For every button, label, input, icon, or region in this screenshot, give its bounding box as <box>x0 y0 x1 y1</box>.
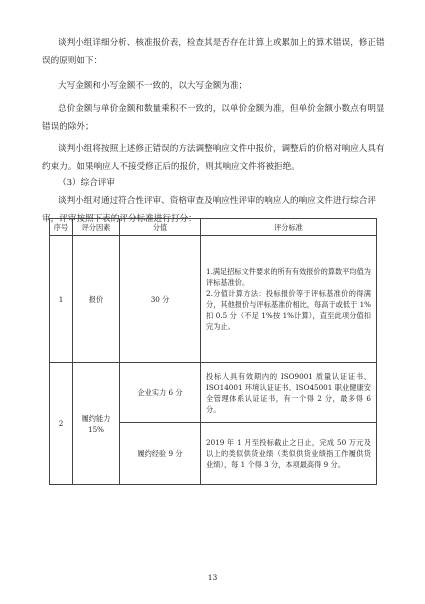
header-standard: 评分标准 <box>201 219 377 236</box>
para-line-2: 误的原则如下： <box>42 56 103 66</box>
row1-no: 1 <box>50 236 73 363</box>
header-factor: 评分因素 <box>73 219 120 236</box>
section-heading: （3）综合评审 <box>58 178 116 188</box>
header-no: 序号 <box>50 219 73 236</box>
row2-sub2-standard: 2019 年 1 月至投标截止之日止，完成 50 万元及以上的类似供货业绩（类似供货业绩指工作履供货业绩），每 1 个得 3 分，本项最高得 9 分。 <box>201 423 377 485</box>
row1-score: 30 分 <box>120 236 201 363</box>
row1-standard <box>201 236 377 363</box>
para-line-7: 约束力。如果响应人不接受修正后的报价，则其响应文件将被拒绝。 <box>42 162 300 172</box>
para-line-9: 谈判小组对通过符合性评审、资格审查及响应性评审的响应人的响应文件进行综合评 <box>58 196 376 206</box>
row1-standard-2: 2.分值计算方法：投标报价等于评标基准价的得满分，其他报价与评标基准价相比，每高于或低于 1%扣 0.5 分（不足 1%按 1%计算），直至此项分值扣完为止。 <box>206 289 371 331</box>
row2-sub1-standard: 投标人具有效期内的 ISO9001 质量认证证书、ISO14001 环境认证证书、ISO45001 职业健康安全管理体系认证证书，有一个得 2 分，最多得 6 分。 <box>201 363 377 423</box>
table-header-row <box>50 219 377 236</box>
row2-factor: 履约能力15% <box>73 363 120 485</box>
para-line-10: 审，评审按照下表的评分标准进行打分： <box>42 214 197 224</box>
para-line-6: 谈判小组将按照上述修正错误的方法调整响应文件中报价，调整后的价格对响应人具有 <box>58 144 385 154</box>
row2-no: 2 <box>50 363 73 485</box>
row1-factor: 报价 <box>73 236 120 363</box>
page-number: 13 <box>207 573 218 582</box>
header-score: 分值 <box>120 219 201 236</box>
row2-sub2-name: 履约经验 9 分 <box>120 423 201 485</box>
para-line-5: 错误的除外； <box>42 122 94 132</box>
row2-sub1-name: 企业实力 6 分 <box>120 363 201 423</box>
table-row <box>50 363 377 423</box>
para-line-1: 谈判小组详细分析、核准报价表，检查其是否存在计算上或累加上的算术错误，修正错 <box>58 38 385 48</box>
scoring-table <box>49 218 377 485</box>
row1-standard-1: 1.满足招标文件要求的所有有效报价的算数平均值为评标基准价。 <box>206 267 371 287</box>
para-line-4: 总价金额与单价金额和数量乘积不一致的，以单价金额为准，但单价金额小数点有明显 <box>58 104 385 114</box>
para-line-3: 大写金额和小写金额不一致的，以大写金额为准； <box>58 81 248 91</box>
table-row <box>50 236 377 363</box>
